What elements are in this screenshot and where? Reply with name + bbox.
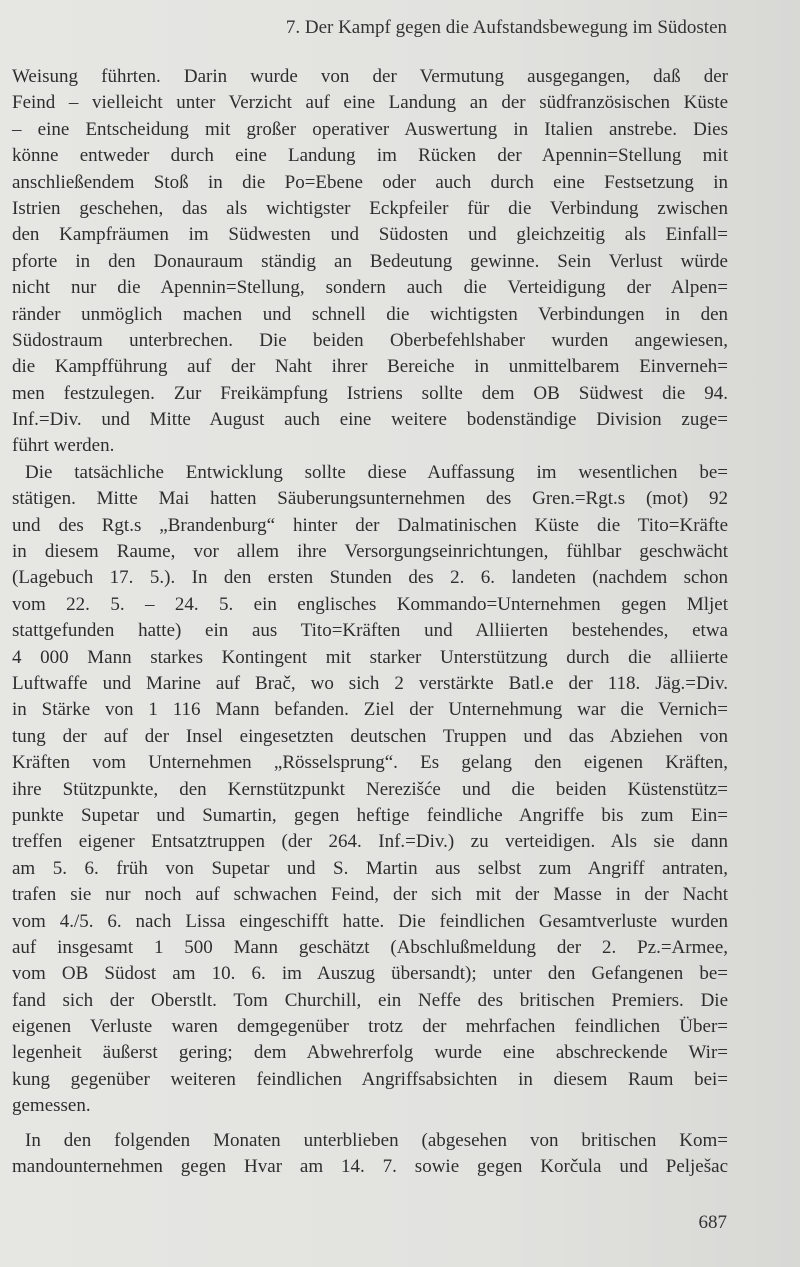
- text-line: ränder unmöglich machen und schnell die wichtigsten Verbindungen in den: [12, 303, 728, 325]
- text-line: (Lagebuch 17. 5.). In den ersten Stunden des 2. 6. landeten (nachdem schon: [12, 567, 728, 589]
- text-line: Die tatsächliche Entwicklung sollte diese Auffassung im wesentlichen be=: [25, 461, 728, 483]
- text-line: und des Rgt.s „Brandenburg“ hinter der Dalmatinischen Küste die Tito=Kräfte: [12, 514, 728, 536]
- text-line: Südostraum unterbrechen. Die beiden Oberbefehlshaber wurden angewiesen,: [12, 329, 728, 351]
- text-line: Luftwaffe und Marine auf Brač, wo sich 2 verstärkte Batl.e der 118. Jäg.=Div.: [12, 672, 728, 694]
- text-line: Feind – vielleicht unter Verzicht auf eine Landung an der südfranzösischen Küste: [12, 92, 728, 114]
- text-line: vom 22. 5. – 24. 5. ein englisches Kommando=Unternehmen gegen Mljet: [12, 593, 728, 615]
- text-line: fand sich der Oberstlt. Tom Churchill, ein Neffe des britischen Premiers. Die: [12, 989, 728, 1011]
- text-line: nicht nur die Apennin=Stellung, sondern auch die Verteidigung der Alpen=: [12, 277, 728, 299]
- text-line: In den folgenden Monaten unterblieben (abgesehen von britischen Kom=: [25, 1129, 728, 1151]
- text-line: stätigen. Mitte Mai hatten Säuberungsunternehmen des Gren.=Rgt.s (mot) 92: [12, 488, 728, 510]
- text-line: mandounternehmen gegen Hvar am 14. 7. sowie gegen Korčula und Pelješac: [12, 1156, 728, 1178]
- text-line: vom 4./5. 6. nach Lissa eingeschifft hatte. Die feindlichen Gesamtverluste wurden: [12, 910, 728, 932]
- text-line: – eine Entscheidung mit großer operativer Auswertung in Italien anstrebe. Dies: [12, 118, 728, 140]
- text-line: am 5. 6. früh von Supetar und S. Martin aus selbst zum Angriff antraten,: [12, 857, 728, 879]
- text-line: die Kampfführung auf der Naht ihrer Bereiche in unmittelbarem Einverneh=: [12, 356, 728, 378]
- text-line: gemessen.: [12, 1095, 91, 1117]
- text-line: eigenen Verluste waren demgegenüber trotz der mehrfachen feindlichen Über=: [12, 1016, 728, 1038]
- text-line: Kräften vom Unternehmen „Rösselsprung“. Es gelang den eigenen Kräften,: [12, 752, 728, 774]
- text-line: ihre Stützpunkte, den Kernstützpunkt Nerezišće und die beiden Küstenstütz=: [12, 778, 728, 800]
- body-text: [12, 64, 728, 1180]
- text-line: führt werden.: [12, 435, 115, 457]
- running-header: 7. Der Kampf gegen die Aufstandsbewegung im Südosten: [285, 17, 727, 38]
- text-line: men festzulegen. Zur Freikämpfung Istriens sollte dem OB Südwest die 94.: [12, 382, 728, 404]
- text-line: pforte in den Donauraum ständig an Bedeutung gewinne. Sein Verlust würde: [12, 250, 728, 272]
- text-line: in diesem Raume, vor allem ihre Versorgungseinrichtungen, fühlbar geschwächt: [12, 541, 728, 563]
- text-line: kung gegenüber weiteren feindlichen Angriffsabsichten in diesem Raum bei=: [12, 1068, 728, 1090]
- text-line: Weisung führten. Darin wurde von der Vermutung ausgegangen, daß der: [12, 66, 728, 87]
- text-line: tung der auf der Insel eingesetzten deutschen Truppen und das Abziehen von: [12, 725, 728, 747]
- paragraph: [12, 64, 728, 460]
- text-line: stattgefunden hatte) ein aus Tito=Kräften und Alliierten bestehendes, etwa: [12, 620, 728, 642]
- page-number: 687: [698, 1212, 727, 1233]
- text-line: den Kampfräumen im Südwesten und Südosten und gleichzeitig als Einfall=: [12, 224, 728, 246]
- text-line: auf insgesamt 1 500 Mann geschätzt (Abschlußmeldung der 2. Pz.=Armee,: [12, 936, 728, 958]
- text-line: könne entweder durch eine Landung im Rücken der Apennin=Stellung mit: [12, 145, 728, 167]
- text-line: in Stärke von 1 116 Mann befanden. Ziel der Unternehmung war die Vernich=: [12, 699, 728, 721]
- text-line: 4 000 Mann starkes Kontingent mit starker Unterstützung durch die alliierte: [12, 646, 728, 668]
- text-line: anschließendem Stoß in die Po=Ebene oder auch durch eine Festsetzung in: [12, 171, 728, 193]
- text-line: treffen eigener Entsatztruppen (der 264. Inf.=Div.) zu verteidigen. Als sie dann: [12, 831, 728, 853]
- text-line: vom OB Südost am 10. 6. im Auszug übersandt); unter den Gefangenen be=: [12, 963, 728, 985]
- text-line: Istrien geschehen, das als wichtigster Eckpfeiler für die Verbindung zwischen: [12, 197, 728, 219]
- paragraph: [12, 460, 728, 1120]
- text-line: Inf.=Div. und Mitte August auch eine weitere bodenständige Division zuge=: [12, 409, 728, 431]
- paragraph-gap: [12, 1120, 728, 1128]
- paragraph: [12, 1128, 728, 1181]
- text-line: punkte Supetar und Sumartin, gegen heftige feindliche Angriffe bis zum Ein=: [12, 804, 728, 826]
- text-line: trafen sie nur noch auf schwachen Feind, der sich mit der Masse in der Nacht: [12, 884, 728, 906]
- text-line: legenheit äußerst gering; dem Abwehrerfolg wurde eine abschreckende Wir=: [12, 1042, 728, 1064]
